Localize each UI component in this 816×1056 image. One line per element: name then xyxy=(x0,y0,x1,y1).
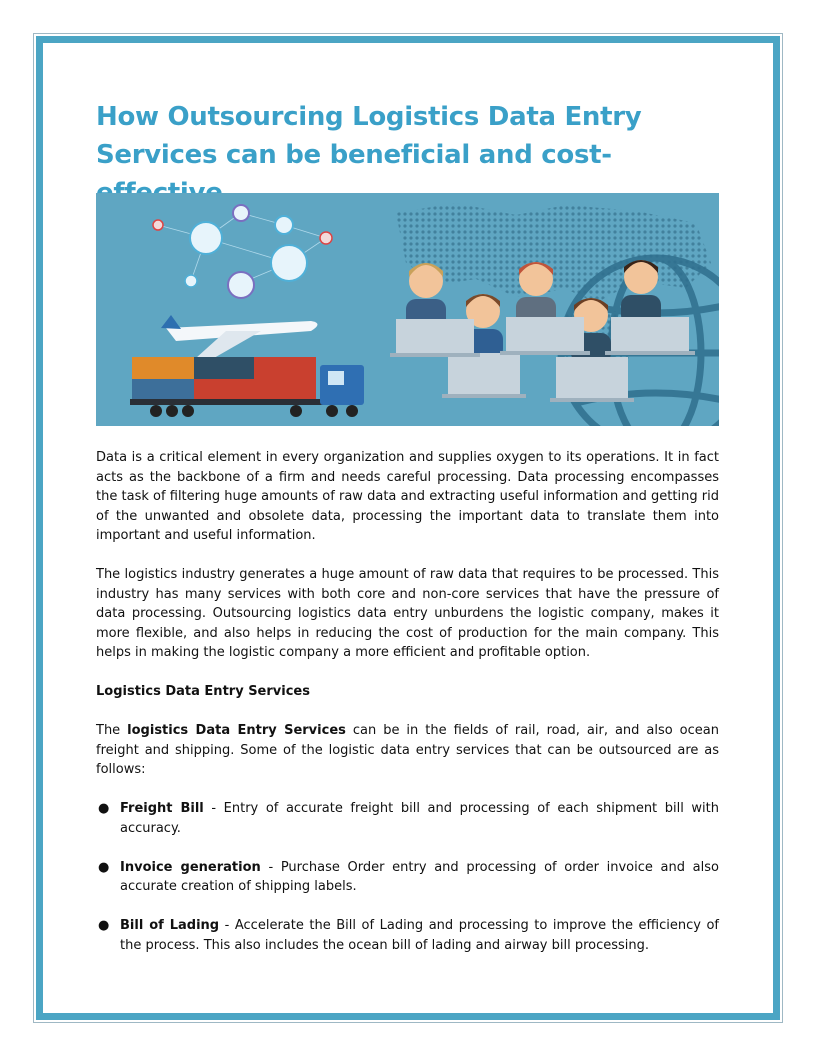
document-body xyxy=(96,448,719,975)
intro-suffix: can be in the fields of rail, road, air, and also ocean freight and shipping. Some of the logistic data entry services that can be outsourced are as follows: xyxy=(96,723,719,777)
services-intro xyxy=(96,721,719,780)
list-item-text: - Purchase Order entry and processing of order invoice and also accurate creation of shipping labels. xyxy=(120,859,719,894)
intro-bold-term: logistics Data Entry Services xyxy=(127,723,346,738)
paragraph-intro: Data is a critical element in every organization and supplies oxygen to its operations. It in fact acts as the backbone of a firm and needs careful processing. Data processing encompasses the task of filtering huge amounts of raw data and extracting useful information and getting rid of the unwanted and obsolete data, processing the important data to translate them into important and useful information. xyxy=(96,450,719,543)
hero-image xyxy=(96,193,719,426)
intro-prefix: The xyxy=(96,723,128,738)
list-item xyxy=(96,799,719,838)
services-list xyxy=(96,799,719,955)
document-title: How Outsourcing Logistics Data Entry Services can be beneficial and cost- xyxy=(96,102,642,170)
bullet-icon: ● xyxy=(98,918,110,933)
bullet-icon: ● xyxy=(98,859,110,875)
list-item-term: Freight Bill xyxy=(120,801,204,816)
list-item-text: - Entry of accurate freight bill and processing of each shipment bill with accuracy. xyxy=(120,801,719,836)
paragraph-industry: The logistics industry generates a huge amount of raw data that requires to be processed. This industry has many services with both core and non-core services that have the pressure of data processing. Outsourcing logistics data entry unburdens the logistic company, makes it more flexible, and also helps in reducing the cost of production for the main company. This helps in making the logistic company a more efficient and profitable option. xyxy=(96,567,719,660)
bullet-icon: ● xyxy=(98,801,110,816)
list-item-text: - Accelerate the Bill of Lading and processing to improve the efficiency of the process. This also includes the ocean bill of lading and airway bill processing. xyxy=(120,918,719,953)
list-item xyxy=(96,858,719,897)
section-heading: Logistics Data Entry Services xyxy=(96,684,310,699)
list-item xyxy=(96,916,719,955)
list-item-term: Invoice generation xyxy=(120,859,261,875)
list-item-term: Bill of Lading xyxy=(120,918,220,933)
